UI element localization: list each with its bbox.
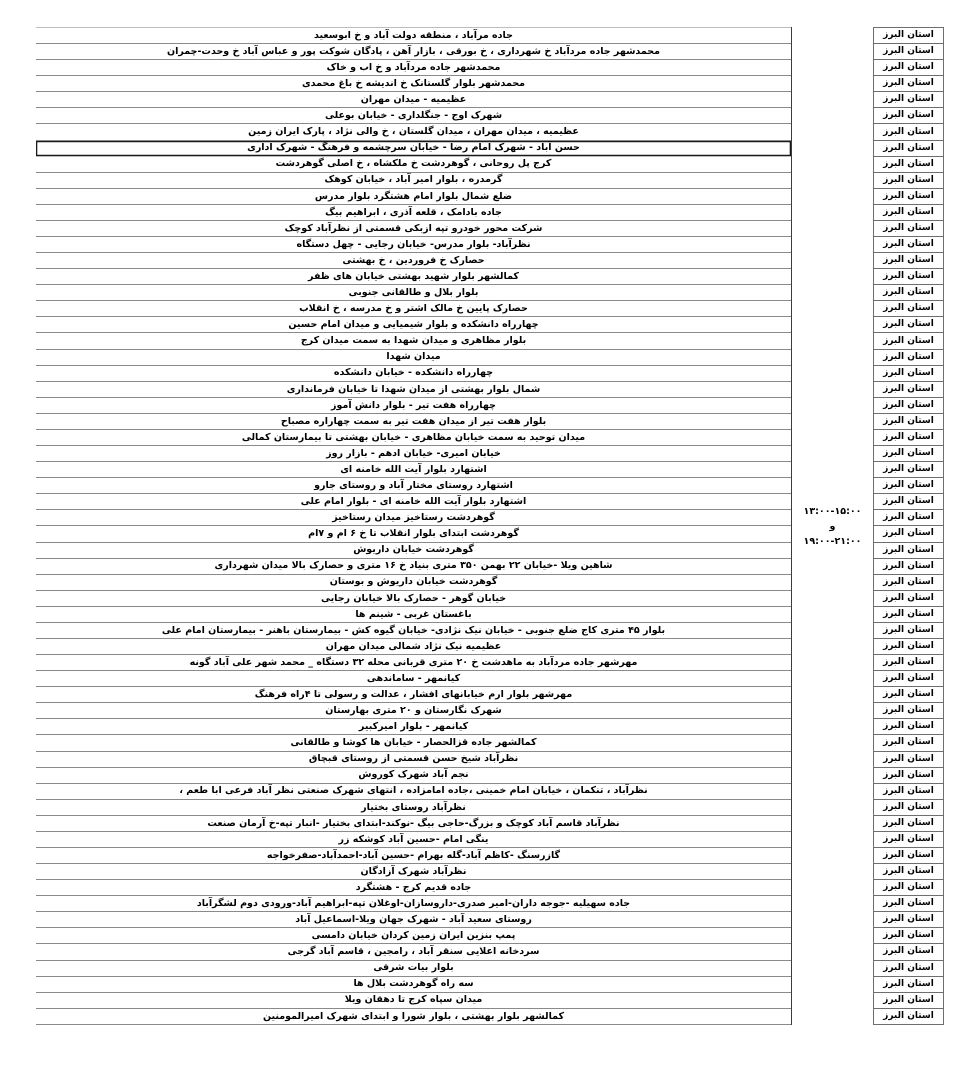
location-cell[interactable]: نجم آباد شهرک کوروش	[36, 768, 791, 784]
province-cell[interactable]: استان البرز	[873, 204, 944, 221]
location-cell[interactable]: میدان توحید به سمت خیابان مظاهری - خیابان بهشتی تا بیمارستان کمالی	[36, 430, 791, 446]
location-cell-selected[interactable]: حسن آباد - شهرک امام رضا - خیابان سرچشمه و فرهنگ - شهرک اداری	[36, 141, 791, 157]
location-cell[interactable]: کمالشهر بلوار شهید بهشتی خیابان های ظفر	[36, 269, 791, 285]
location-cell[interactable]: کمالشهر جاده قزالحصار - خیابان ها کوشا و طالقانی	[36, 735, 791, 751]
location-cell[interactable]: بلوار بلال و طالقانی جنوبی	[36, 285, 791, 301]
province-cell[interactable]: استان البرز	[873, 172, 944, 189]
province-cell[interactable]: استان البرز	[873, 911, 944, 928]
location-cell[interactable]: شرکت محور خودرو تپه ازبکی قسمتی از نظرآباد کوچک	[36, 221, 791, 237]
province-cell[interactable]: استان البرز	[873, 413, 944, 430]
province-cell[interactable]: استان البرز	[873, 847, 944, 864]
time-range-2: ۱۹:۰۰-۲۱:۰۰	[803, 535, 862, 547]
province-cell[interactable]: استان البرز	[873, 751, 944, 768]
location-cell[interactable]: نظرآباد شیخ حسن قسمتی از روستای قبچاق	[36, 752, 791, 768]
province-cell[interactable]: استان البرز	[873, 429, 944, 446]
province-cell[interactable]: استان البرز	[873, 397, 944, 414]
province-cell[interactable]: استان البرز	[873, 590, 944, 607]
location-cell[interactable]: نظرآباد روستای بختیار	[36, 800, 791, 816]
location-cell[interactable]: محمدشهر جاده مردآباد و خ اب و خاک	[36, 60, 791, 76]
location-cell[interactable]: گوهردشت رستاخیز میدان رستاخیز	[36, 510, 791, 526]
location-cell[interactable]: بلوار مظاهری و میدان شهدا به سمت میدان کرج	[36, 333, 791, 349]
location-cell[interactable]: بلوار ۴۵ متری کاج ضلع جنوبی - خیابان نیک نژادی- خیابان گیوه کش - بیمارستان باهنر - بیمارستان امام علی	[36, 623, 791, 639]
location-cell[interactable]: شمال بلوار بهشتی از میدان شهدا تا خیابان فرمانداری	[36, 382, 791, 398]
location-cell[interactable]: اشتهارد بلوار آیت الله خامنه ای	[36, 462, 791, 478]
location-cell[interactable]: میدان شهدا	[36, 350, 791, 366]
location-cell[interactable]: مهرشهر جاده مردآباد به ماهدشت خ ۲۰ متری قربانی محله ۳۲ دستگاه _ محمد شهر علی آباد گونه	[36, 655, 791, 671]
location-cell[interactable]: پمپ بنزین ایران زمین کردان خیابان دامسی	[36, 928, 791, 944]
province-cell[interactable]: استان البرز	[873, 381, 944, 398]
location-cell[interactable]: جاده مرآباد ، منطقه دولت آباد و خ ابوسعید	[36, 28, 791, 44]
province-cell[interactable]: استان البرز	[873, 316, 944, 333]
province-cell[interactable]: استان البرز	[873, 91, 944, 108]
province-cell[interactable]: استان البرز	[873, 542, 944, 559]
province-cell[interactable]: استان البرز	[873, 220, 944, 237]
province-cell[interactable]: استان البرز	[873, 461, 944, 478]
province-cell[interactable]: استان البرز	[873, 863, 944, 880]
location-cell[interactable]: ضلع شمال بلوار امام هشتگرد بلوار مدرس	[36, 189, 791, 205]
province-cell[interactable]: استان البرز	[873, 59, 944, 76]
location-cell[interactable]: حصارک خ فروردین ، خ بهشتی	[36, 253, 791, 269]
location-cell[interactable]: کیانمهر - بلوار امیرکبیر	[36, 719, 791, 735]
location-cell[interactable]: خیابان گوهر - حصارک بالا خیابان رجایی	[36, 591, 791, 607]
location-cell[interactable]: نظرآباد- بلوار مدرس- خیابان رجایی - چهل دستگاه	[36, 237, 791, 253]
location-cell[interactable]: چهارراه هفت تیر - بلوار دانش آموز	[36, 398, 791, 414]
province-cell[interactable]: استان البرز	[873, 960, 944, 977]
province-cell[interactable]: استان البرز	[873, 43, 944, 60]
province-cell[interactable]: استان البرز	[873, 188, 944, 205]
location-cell[interactable]: محمدشهر بلوار گلستانک خ اندیشه خ باغ محمدی	[36, 76, 791, 92]
location-cell[interactable]: جاده سهیلیه -جوجه داران-امیر صدری-داروسازان-اوغلان تپه-ابراهیم آباد-ورودی دوم لشگرآباد	[36, 896, 791, 912]
province-cell[interactable]: استان البرز	[873, 992, 944, 1009]
location-cell[interactable]: روستای سعید آباد - شهرک جهان ویلا-اسماعیل آباد	[36, 912, 791, 928]
location-cell[interactable]: بلوار بیات شرقی	[36, 961, 791, 977]
location-cell[interactable]: گوهردشت خیابان داریوش و بوستان	[36, 575, 791, 591]
time-range-1: ۱۳:۰۰-۱۵:۰۰	[803, 505, 862, 517]
location-cell[interactable]: بلوار هفت تیر از میدان هفت تیر به سمت چهاراره مصباح	[36, 414, 791, 430]
location-cell[interactable]: محمدشهر جاده مردآباد خ شهرداری ، خ بورقی ، بازار آهن ، پادگان شوکت پور و عباس آباد خ وحدت-چمران	[36, 44, 791, 60]
location-cell[interactable]: شهرک نگارستان و ۲۰ متری بهارستان	[36, 703, 791, 719]
time-range-cell[interactable]	[804, 504, 862, 549]
province-cell[interactable]: استان البرز	[873, 799, 944, 816]
province-column	[873, 27, 944, 1025]
location-cell[interactable]: اشتهارد روستای مختار آباد و روستای جارو	[36, 478, 791, 494]
province-cell[interactable]: استان البرز	[873, 493, 944, 510]
location-cell[interactable]: گازرسنگ -کاظم آباد-گله بهرام -حسین آباد-احمدآباد-صفرخواجه	[36, 848, 791, 864]
location-cell[interactable]: عظیمیه ، میدان مهران ، میدان گلستان ، خ والی نژاد ، پارک ایران زمین	[36, 124, 791, 140]
location-cell[interactable]: کیانمهر - ساماندهی	[36, 671, 791, 687]
province-cell[interactable]: استان البرز	[873, 783, 944, 800]
location-cell[interactable]: عظیمیه نیک نژاد شمالی میدان مهران	[36, 639, 791, 655]
outage-schedule-table	[36, 27, 944, 1025]
location-cell[interactable]: ینگی امام -حسین آباد کوشکه زر	[36, 832, 791, 848]
location-cell[interactable]: شاهین ویلا -خیابان ۲۲ بهمن ۳۵۰ متری بنیاد خ ۱۶ متری و حصارک بالا میدان شهرداری	[36, 559, 791, 575]
location-cell[interactable]: گرمدره ، بلوار امیر آباد ، خیابان کوهک	[36, 173, 791, 189]
location-cell[interactable]: میدان سپاه کرج تا دهقان ویلا	[36, 993, 791, 1009]
province-cell[interactable]: استان البرز	[873, 349, 944, 366]
location-cell[interactable]: نظرآباد شهرک آزادگان	[36, 864, 791, 880]
province-cell[interactable]: استان البرز	[873, 365, 944, 382]
province-cell[interactable]: استان البرز	[873, 558, 944, 575]
location-cell[interactable]: چهارراه دانشکده - خیابان دانشکده	[36, 366, 791, 382]
location-cell[interactable]: جاده قدیم کرج - هشتگرد	[36, 880, 791, 896]
province-cell[interactable]: استان البرز	[873, 27, 944, 44]
province-cell[interactable]: استان البرز	[873, 284, 944, 301]
province-cell[interactable]: استان البرز	[873, 509, 944, 526]
province-cell[interactable]: استان البرز	[873, 927, 944, 944]
province-cell[interactable]: استان البرز	[873, 718, 944, 735]
province-cell[interactable]: استان البرز	[873, 734, 944, 751]
province-cell[interactable]: استان البرز	[873, 686, 944, 703]
location-cell[interactable]: مهرشهر بلوار ارم خیابانهای افشار ، عدالت و رسولی تا ۴راه فرهنگ	[36, 687, 791, 703]
location-cell[interactable]: سه راه گوهردشت بلال ها	[36, 977, 791, 993]
province-cell[interactable]: استان البرز	[873, 638, 944, 655]
province-cell[interactable]: استان البرز	[873, 477, 944, 494]
province-cell[interactable]: استان البرز	[873, 622, 944, 639]
province-cell[interactable]: استان البرز	[873, 268, 944, 285]
province-cell[interactable]: استان البرز	[873, 574, 944, 591]
province-cell[interactable]: استان البرز	[873, 702, 944, 719]
location-cell[interactable]: اشتهارد بلوار آیت الله خامنه ای - بلوار امام علی	[36, 494, 791, 510]
province-cell[interactable]: استان البرز	[873, 156, 944, 173]
location-cell[interactable]: چهارراه دانشکده و بلوار شیمیایی و میدان امام حسین	[36, 317, 791, 333]
location-cell[interactable]: شهرک اوج - جنگلداری - خیابان بوعلی	[36, 108, 791, 124]
province-cell[interactable]: استان البرز	[873, 976, 944, 993]
province-cell[interactable]: استان البرز	[873, 879, 944, 896]
province-cell[interactable]: استان البرز	[873, 300, 944, 317]
province-cell[interactable]: استان البرز	[873, 107, 944, 124]
location-cell[interactable]: حصارک پایین خ مالک اشتر و خ مدرسه ، خ انقلاب	[36, 301, 791, 317]
province-cell[interactable]: استان البرز	[873, 895, 944, 912]
location-cell[interactable]: خیابان امیری- خیابان ادهم - بازار روز	[36, 446, 791, 462]
location-cell[interactable]: نظرآباد ، تنکمان ، خیابان امام خمینی ،جاده امامزاده ، انتهای شهرک صنعتی نظر آباد فرعی ابا طعم ،	[36, 784, 791, 800]
province-cell[interactable]: استان البرز	[873, 75, 944, 92]
province-cell[interactable]: استان البرز	[873, 236, 944, 253]
province-cell[interactable]: استان البرز	[873, 1008, 944, 1025]
province-cell[interactable]: استان البرز	[873, 123, 944, 140]
location-cell[interactable]: گوهردشت خیابان داریوش	[36, 543, 791, 559]
province-cell[interactable]: استان البرز	[873, 654, 944, 671]
province-cell[interactable]: استان البرز	[873, 943, 944, 960]
location-cell[interactable]: گوهردشت ابتدای بلوار انقلاب تا خ ۶ ام و ۷ام	[36, 526, 791, 542]
province-cell[interactable]: استان البرز	[873, 140, 944, 157]
location-cell[interactable]: جاده بادامک ، قلعه آذری ، ابراهیم بیگ	[36, 205, 791, 221]
time-range-conjunction: و	[829, 520, 836, 532]
location-cell[interactable]: باغستان غربی - شینم ها	[36, 607, 791, 623]
location-cell[interactable]: عظیمیه - میدان مهران	[36, 92, 791, 108]
province-cell[interactable]: استان البرز	[873, 767, 944, 784]
province-cell[interactable]: استان البرز	[873, 815, 944, 832]
province-cell[interactable]: استان البرز	[873, 445, 944, 462]
province-cell[interactable]: استان البرز	[873, 525, 944, 542]
location-cell[interactable]: کمالشهر بلوار بهشتی ، بلوار شورا و ابتدای شهرک امیرالمومنین	[36, 1009, 791, 1025]
province-cell[interactable]: استان البرز	[873, 252, 944, 269]
location-cell[interactable]: کرج پل روحانی ، گوهردشت خ ملکشاه ، خ اصلی گوهردشت	[36, 157, 791, 173]
province-cell[interactable]: استان البرز	[873, 606, 944, 623]
location-column	[36, 27, 791, 1025]
province-cell[interactable]: استان البرز	[873, 670, 944, 687]
time-column	[791, 27, 873, 1025]
province-cell[interactable]: استان البرز	[873, 831, 944, 848]
location-cell[interactable]: نظرآباد قاسم آباد کوچک و بزرگ-حاجی بیگ -نوکند-ابتدای بختیار -انبار تپه-خ آرمان صنعت	[36, 816, 791, 832]
province-cell[interactable]: استان البرز	[873, 332, 944, 349]
location-cell[interactable]: سردخانه اعلایی سنقر آباد ، رامجین ، قاسم آباد گرجی	[36, 944, 791, 960]
